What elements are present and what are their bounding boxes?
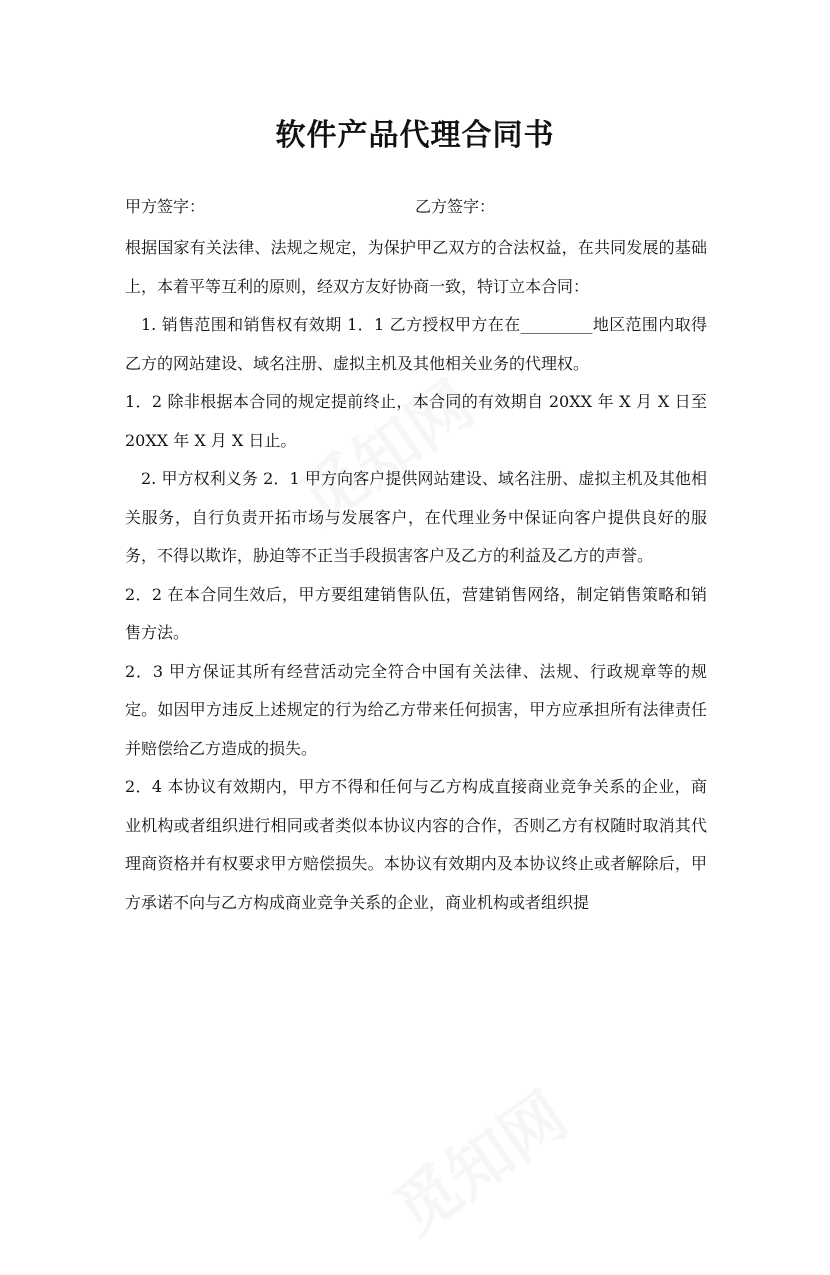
watermark-bottom xyxy=(373,1005,688,1275)
contract-body xyxy=(125,229,707,922)
clause-2-4-paragraph: 2．4 本协议有效期内，甲方不得和任何与乙方构成直接商业竞争关系的企业，商业机构或者组织进行相同或者类似本协议内容的合作，否则乙方有权随时取消其代理商资格并有权要求甲方赔偿损失。本协议有效期内及本协议终止或者解除后，甲方承诺不向与乙方构成商业竞争关系的企业，商业机构或者组织提 xyxy=(125,777,707,912)
document-title: 软件产品代理合同书 xyxy=(275,118,555,153)
clause-2-2-paragraph: 2．2 在本合同生效后，甲方要组建销售队伍，营建销售网络，制定销售策略和销售方法。 xyxy=(125,584,707,642)
party-a-signature-label: 甲方签字： xyxy=(125,197,206,216)
clause-2-1-paragraph: 2. 甲方权利义务 2．1 甲方向客户提供网站建设、域名注册、虚拟主机及其他相关服务，自行负责开拓市场与发展客户，在代理业务中保证向客户提供良好的服务，不得以欺诈，胁迫等不正当手段损害客户及乙方的利益及乙方的声誉。 xyxy=(125,469,707,565)
preamble-paragraph: 根据国家有关法律、法规之规定，为保护甲乙双方的合法权益，在共同发展的基础上，本着平等互利的原则，经双方友好协商一致，特订立本合同： xyxy=(125,238,707,296)
signature-row xyxy=(125,192,705,222)
clause-1-2-paragraph: 1．2 除非根据本合同的规定提前终止，本合同的有效期自 20XX 年 X 月 X 日至 20XX 年 X 月 X 日止。 xyxy=(125,392,707,450)
clause-2-3-paragraph: 2．3 甲方保证其所有经营活动完全符合中国有关法律、法规、行政规章等的规定。如因甲方违反上述规定的行为给乙方带来任何损害，甲方应承担所有法律责任并赔偿给乙方造成的损失。 xyxy=(125,661,707,758)
party-b-signature-label: 乙方签字： xyxy=(415,197,496,216)
clause-1-1-paragraph: 1. 销售范围和销售权有效期 1．1 乙方授权甲方在在_________地区范围内取得乙方的网站建设、域名注册、虚拟主机及其他相关业务的代理权。 xyxy=(125,315,707,373)
